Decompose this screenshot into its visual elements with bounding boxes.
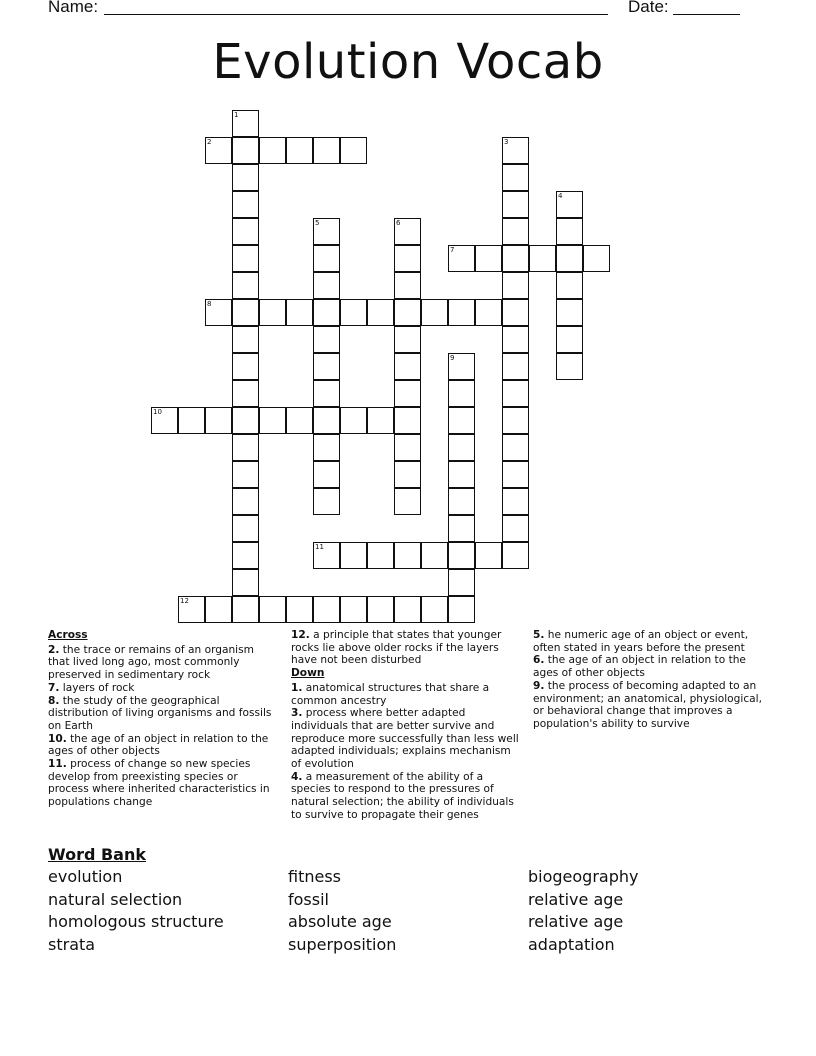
word-bank-item: evolution (48, 867, 123, 886)
crossword-cell[interactable] (178, 596, 205, 623)
crossword-cell[interactable] (556, 245, 583, 272)
clue-across-11: 11. process of change so new species develop from preexisting species or process where inherited characteristics in populations change (48, 758, 270, 809)
crossword-cell[interactable] (313, 407, 340, 434)
crossword-cell[interactable] (286, 137, 313, 164)
crossword-cell[interactable] (448, 380, 475, 407)
crossword-cell[interactable] (205, 299, 232, 326)
clue-number: 6 (396, 219, 401, 227)
crossword-cell[interactable] (394, 218, 421, 245)
crossword-cell[interactable] (421, 596, 448, 623)
crossword-cell[interactable] (340, 542, 367, 569)
crossword-cell[interactable] (502, 380, 529, 407)
clue-number: 1 (234, 111, 239, 119)
crossword-cell[interactable] (367, 299, 394, 326)
down-heading: Down (291, 667, 325, 680)
clue-number: 4 (558, 192, 563, 200)
word-bank-title: Word Bank (48, 845, 147, 864)
crossword-cell[interactable] (448, 407, 475, 434)
crossword-cell[interactable] (232, 272, 259, 299)
crossword-cell[interactable] (313, 326, 340, 353)
crossword-cell[interactable] (313, 245, 340, 272)
clue-down-1: 1. anatomical structures that share a common ancestry (291, 681, 490, 707)
crossword-cell[interactable] (232, 137, 259, 164)
word-bank-item: relative age (528, 889, 624, 909)
crossword-cell[interactable] (394, 461, 421, 488)
crossword-cell[interactable] (421, 542, 448, 569)
crossword-cell[interactable] (502, 407, 529, 434)
crossword-cell[interactable] (448, 515, 475, 542)
crossword-cell[interactable] (556, 272, 583, 299)
word-bank-item: relative age (528, 912, 624, 932)
crossword-cell[interactable] (394, 299, 421, 326)
crossword-cell[interactable] (232, 299, 259, 326)
crossword-cell[interactable] (178, 407, 205, 434)
crossword-cell[interactable] (232, 245, 259, 272)
crossword-cell[interactable] (313, 137, 340, 164)
crossword-cell[interactable] (556, 218, 583, 245)
clue-across-8: 8. the study of the geographical distribution of living organisms and fossils on Earth (48, 694, 272, 732)
crossword-cell[interactable] (313, 272, 340, 299)
word-bank-item: fitness (288, 867, 342, 886)
crossword-cell[interactable] (367, 596, 394, 623)
word-bank-item: fossil (288, 889, 329, 909)
clue-number: 5 (315, 219, 320, 227)
clue-across-7: 7. layers of rock (48, 681, 135, 694)
crossword-cell[interactable] (232, 218, 259, 245)
crossword-cell[interactable] (205, 596, 232, 623)
crossword-cell[interactable] (205, 137, 232, 164)
across-heading: Across (48, 629, 88, 641)
crossword-cell[interactable] (448, 245, 475, 272)
name-blank[interactable] (104, 14, 608, 15)
crossword-cell[interactable] (448, 461, 475, 488)
crossword-cell[interactable] (394, 245, 421, 272)
page-title: Evolution Vocab (212, 34, 604, 90)
crossword-cell[interactable] (475, 542, 502, 569)
clue-down-5: 5. he numeric age of an object or event, often stated in years before the present (533, 629, 749, 654)
crossword-cell[interactable] (394, 407, 421, 434)
clue-number: 8 (207, 300, 212, 308)
name-date-line (48, 0, 748, 19)
crossword-cell[interactable] (340, 137, 367, 164)
crossword-cell[interactable] (232, 380, 259, 407)
word-bank-item: homologous structure (48, 912, 224, 932)
clues-column-2 (291, 629, 521, 822)
crossword-cell[interactable] (232, 407, 259, 434)
crossword-cell[interactable] (502, 137, 529, 164)
crossword-cell[interactable] (448, 299, 475, 326)
crossword-cell[interactable] (313, 596, 340, 623)
crossword-cell[interactable] (502, 164, 529, 191)
word-bank-item: absolute age (288, 912, 392, 932)
crossword-cell[interactable] (394, 353, 421, 380)
crossword-cell[interactable] (394, 380, 421, 407)
crossword-cell[interactable] (367, 407, 394, 434)
crossword-cell[interactable] (313, 299, 340, 326)
crossword-cell[interactable] (313, 542, 340, 569)
crossword-cell[interactable] (394, 272, 421, 299)
crossword-cell[interactable] (286, 299, 313, 326)
clue-across-2: 2. the trace or remains of an organism that lived long ago, most commonly preserved in sedimentary rock (48, 643, 254, 682)
clue-number: 2 (207, 138, 212, 146)
clue-number: 10 (153, 408, 162, 416)
clue-number: 7 (450, 246, 455, 254)
crossword-cell[interactable] (205, 407, 232, 434)
crossword-cell[interactable] (232, 569, 259, 596)
crossword-cell[interactable] (232, 461, 259, 488)
crossword-cell[interactable] (232, 434, 259, 461)
crossword-cell[interactable] (232, 110, 259, 137)
crossword-cell[interactable] (313, 218, 340, 245)
crossword-cell[interactable] (448, 353, 475, 380)
word-bank-item: superposition (288, 935, 397, 955)
crossword-cell[interactable] (394, 326, 421, 353)
crossword-cell[interactable] (502, 326, 529, 353)
clue-number: 9 (450, 354, 455, 362)
crossword-cell[interactable] (259, 596, 286, 623)
word-bank-item: strata (48, 935, 96, 955)
crossword-cell[interactable] (367, 542, 394, 569)
crossword-cell[interactable] (448, 434, 475, 461)
crossword-cell[interactable] (502, 461, 529, 488)
word-bank-item: natural selection (48, 889, 183, 909)
crossword-cell[interactable] (448, 542, 475, 569)
crossword-cell[interactable] (232, 353, 259, 380)
crossword-cell[interactable] (232, 191, 259, 218)
crossword-cell[interactable] (151, 407, 178, 434)
crossword-cell[interactable] (313, 488, 340, 515)
crossword-cell[interactable] (448, 596, 475, 623)
clue-down-4: 4. a measurement of the ability of a species to respond to the pressures of natural selection; the ability of individuals to survive to propagate their genes (291, 770, 514, 821)
word-bank-item: adaptation (528, 935, 615, 955)
clues-column-1 (48, 629, 276, 809)
date-blank[interactable] (673, 14, 740, 15)
crossword-cell[interactable] (313, 353, 340, 380)
crossword-cell[interactable] (313, 461, 340, 488)
crossword-cell[interactable] (502, 353, 529, 380)
crossword-cell[interactable] (232, 596, 259, 623)
crossword-cell[interactable] (394, 434, 421, 461)
crossword-cell[interactable] (502, 299, 529, 326)
crossword-cell[interactable] (529, 245, 556, 272)
crossword-cell[interactable] (556, 299, 583, 326)
clue-number: 3 (504, 138, 509, 146)
crossword-cell[interactable] (394, 596, 421, 623)
clue-number: 12 (180, 597, 189, 605)
crossword-cell[interactable] (502, 272, 529, 299)
clue-down-6: 6. the age of an object in relation to the ages of other objects (533, 654, 746, 680)
crossword-cell[interactable] (556, 326, 583, 353)
crossword-cell[interactable] (232, 164, 259, 191)
crossword-cell[interactable] (232, 542, 259, 569)
date-label: Date: (628, 0, 669, 16)
crossword-cell[interactable] (313, 380, 340, 407)
crossword-cell[interactable] (340, 596, 367, 623)
crossword-cell[interactable] (340, 407, 367, 434)
clue-across-12: 12. a principle that states that younger rocks lie above older rocks if the layers have not been disturbed (291, 629, 502, 667)
crossword-cell[interactable] (502, 515, 529, 542)
crossword-cell[interactable] (394, 488, 421, 515)
crossword-cell[interactable] (232, 326, 259, 353)
word-bank-item: biogeography (528, 867, 639, 886)
crossword-cell[interactable] (313, 434, 340, 461)
crossword-cell[interactable] (259, 137, 286, 164)
crossword-cell[interactable] (475, 245, 502, 272)
crossword-cell[interactable] (448, 569, 475, 596)
crossword-cell[interactable] (259, 407, 286, 434)
crossword-cell[interactable] (340, 299, 367, 326)
clue-across-10: 10. the age of an object in relation to the ages of other objects (48, 732, 269, 758)
crossword-cell[interactable] (556, 353, 583, 380)
crossword-cell[interactable] (475, 299, 502, 326)
crossword-cell[interactable] (502, 218, 529, 245)
clue-down-9: 9. the process of becoming adapted to an environment; an anatomical, physiological, or behavioral change that improves a population's ability to survive (533, 679, 762, 730)
crossword-cell[interactable] (232, 515, 259, 542)
clue-number: 11 (315, 543, 324, 551)
crossword-cell[interactable] (259, 299, 286, 326)
crossword-cell[interactable] (502, 434, 529, 461)
crossword-cell[interactable] (286, 596, 313, 623)
crossword-cell[interactable] (421, 299, 448, 326)
name-label: Name: (48, 0, 99, 16)
crossword-cell[interactable] (502, 488, 529, 515)
crossword-cell[interactable] (502, 245, 529, 272)
crossword-cell[interactable] (556, 191, 583, 218)
crossword-cell[interactable] (583, 245, 610, 272)
crossword-cell[interactable] (502, 191, 529, 218)
crossword-cell[interactable] (286, 407, 313, 434)
crossword-cell[interactable] (394, 542, 421, 569)
clue-down-3: 3. process where better adapted individuals that are better survive and reproduce more successfully than less well adapted individuals; explains mechanism of evolution (291, 707, 519, 771)
crossword-cell[interactable] (232, 488, 259, 515)
crossword-cell[interactable] (448, 488, 475, 515)
clues-column-3 (533, 629, 768, 731)
crossword-cell[interactable] (502, 542, 529, 569)
